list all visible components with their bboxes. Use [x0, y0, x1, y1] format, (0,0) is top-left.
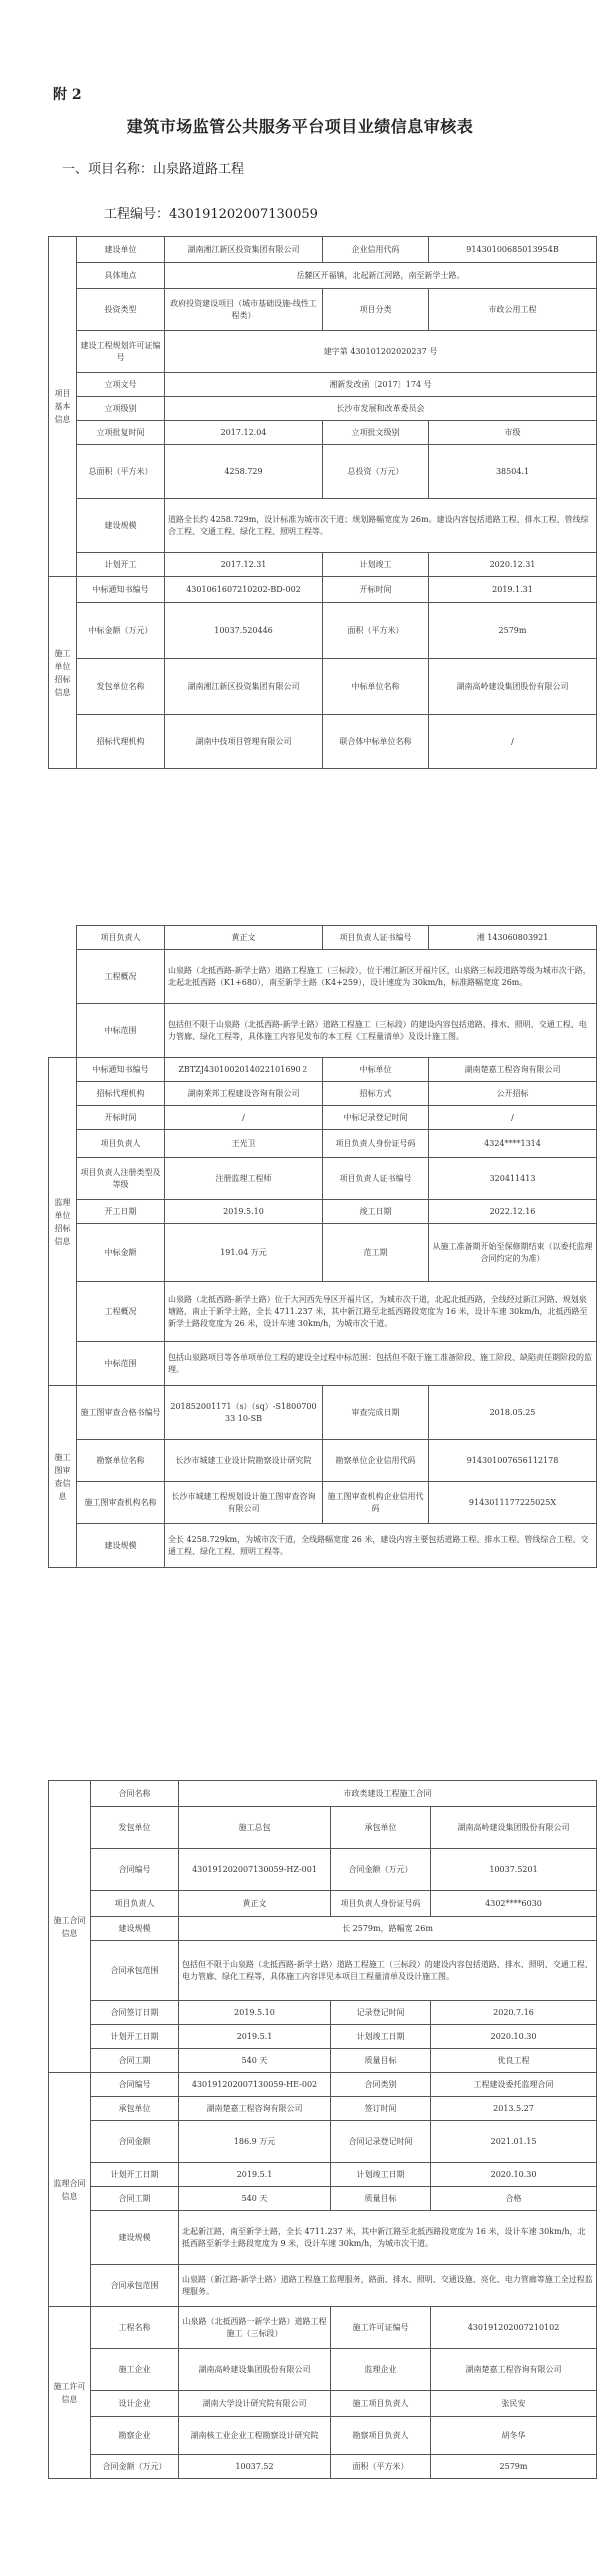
cell: 市政类建设工程施工合同: [179, 1781, 597, 1807]
basic-info-table: [48, 236, 597, 769]
cell: 2019.5.1: [179, 2025, 331, 2049]
project-code: 工程编号：430191202007130059: [104, 207, 318, 222]
cell: 计划竣工日期: [331, 2163, 431, 2187]
cell: 优良工程: [431, 2049, 597, 2073]
document-title: 建筑市场监管公共服务平台项目业绩信息审核表: [126, 117, 474, 136]
cell: 中标记录登记时间: [323, 1106, 429, 1130]
cell: 湖南楚嘉工程咨询有限公司: [179, 2097, 331, 2121]
cell: 合同金额: [91, 2121, 179, 2163]
cell: 发包单位: [91, 1807, 179, 1849]
cell: 勘察单位企业信用代码: [323, 1440, 429, 1482]
cell: 项目负责人证书编号: [323, 926, 429, 950]
cell: 计划开工日期: [91, 2025, 179, 2049]
cell: 项目负责人注册类型及等级: [77, 1158, 165, 1200]
section-supervision-bid: 监理单位招标信息: [49, 1058, 77, 1386]
cell: 430191202007130059-HE-002: [179, 2073, 331, 2097]
cell: 勘察企业: [91, 2417, 179, 2455]
cell: 4258.729: [165, 445, 323, 499]
cell: 湖南湘江新区投资集团有限公司: [165, 659, 323, 715]
cell: 4302****6030: [431, 1891, 597, 1917]
cell: 计划开工日期: [91, 2163, 179, 2187]
cell: 发包单位名称: [77, 659, 165, 715]
cell: 勘察项目负责人: [331, 2417, 431, 2455]
cell: 长 2579m，路幅宽 26m: [179, 1917, 597, 1941]
cell: 38504.1: [429, 445, 597, 499]
cell: /: [165, 1106, 323, 1130]
cell: 中标范围: [77, 1004, 165, 1058]
cell: 2017.12.31: [165, 553, 323, 577]
cell: 项目负责人: [77, 1130, 165, 1158]
cell: 建设规模: [91, 1917, 179, 1941]
cell: 王光卫: [165, 1130, 323, 1158]
cell: 施工图审查机构企业信用代码: [323, 1482, 429, 1524]
cell: 长沙市城建工业设计院勘察设计研究院: [165, 1440, 323, 1482]
cell: 湖南高岭建设集团股份有限公司: [179, 2349, 331, 2391]
cell: 记录登记时间: [331, 2001, 431, 2025]
cell: 设计企业: [91, 2391, 179, 2417]
cell: 工程概况: [77, 1282, 165, 1342]
cell: 立项级别: [77, 397, 165, 421]
cell: 监理企业: [331, 2349, 431, 2391]
cell: 包括山泉路项目等各单项单位工程的建设全过程中标范围：包括但不限于施工准备阶段、施工阶段、缺陷责任期阶段的监理。: [165, 1342, 597, 1386]
cell: 2022.12.16: [429, 1200, 597, 1224]
cell: 全长 4258.729km，为城市次干道，全线路幅宽度 26 米，建设内容主要包括道路工程、排水工程、管线综合工程、交通工程、绿化工程、照明工程等。: [165, 1524, 597, 1568]
cell: 湘新发改函〔2017〕174 号: [165, 373, 597, 397]
cell: 合同承包范围: [91, 1941, 179, 2001]
cell: 长沙市发展和改革委员会: [165, 397, 597, 421]
cell: 2579m: [429, 603, 597, 659]
cell: 施工总包: [179, 1807, 331, 1849]
cell: 项目负责人身份证号码: [331, 1891, 431, 1917]
section-construction-contract: 施工合同信息: [49, 1781, 91, 2073]
cell: 湖南楚嘉工程咨询有限公司: [431, 2349, 597, 2391]
section-drawing-review: 施工图审查信息: [49, 1386, 77, 1568]
cell: 建设工程规划许可证编号: [77, 331, 165, 373]
cell: 合格: [431, 2187, 597, 2211]
cell: 施工图审查合格书编号: [77, 1386, 165, 1440]
cell: 山泉路（新江路-新学士路）道路工程施工监理服务，路面、排水、照明、交通设施、亮化、电力管廊等施工全过程监理服务。: [179, 2265, 597, 2307]
cell: 湖南莱邦工程建设咨询有限公司: [165, 1082, 323, 1106]
cell: 范工期: [323, 1224, 429, 1282]
cell: 立项批复时间: [77, 421, 165, 445]
cell: 道路全长约 4258.729m，设计标准为城市次干道；规划路幅宽度为 26m。建设内容包括道路工程、排水工程、管线综合工程、交通工程、绿化工程、照明工程等。: [165, 499, 597, 553]
cell: 施工图审查机构名称: [77, 1482, 165, 1524]
cell: 招标代理机构: [77, 1082, 165, 1106]
cell: 2020.10.30: [431, 2163, 597, 2187]
cell: 2020.10.30: [431, 2025, 597, 2049]
cell: 岳麓区开福镇，北起新江河路，南至新学士路。: [165, 263, 597, 289]
cell: 2019.5.10: [165, 1200, 323, 1224]
cell: 2013.5.27: [431, 2097, 597, 2121]
cell: 面积（平方米）: [331, 2455, 431, 2479]
cell: 立项批文级别: [323, 421, 429, 445]
supervision-drawing-table: [48, 925, 597, 1568]
cell: 注册监理工程师: [165, 1158, 323, 1200]
cell: 山泉路（北抵西路-新学士路）道路工程施工（三标段），位于湘江新区开福片区，山泉路三标段道路等级为城市次干路，北起北抵西路（K1+680），南至新学士路（K4+259），设计速度为 30km/h，标准路幅宽度 26m。: [165, 950, 597, 1004]
cell: 施工许可证编号: [331, 2307, 431, 2349]
cell: 签订时间: [331, 2097, 431, 2121]
cell: 开标时间: [323, 577, 429, 603]
cell: 320411413: [429, 1158, 597, 1200]
cell: 工程名称: [91, 2307, 179, 2349]
cell: 勘察单位名称: [77, 1440, 165, 1482]
cell: 合同金额（万元）: [331, 1849, 431, 1891]
cell: 2017.12.04: [165, 421, 323, 445]
cell: 总投资（万元）: [323, 445, 429, 499]
section-supervision-contract: 监理合同信息: [49, 2073, 91, 2307]
cell: ZBTZJ4301002014022101690２: [165, 1058, 323, 1082]
cell: 2019.5.1: [179, 2163, 331, 2187]
cell: 中标通知书编号: [77, 577, 165, 603]
cell: 项目负责人: [91, 1891, 179, 1917]
cell: 项目负责人证书编号: [323, 1158, 429, 1200]
cell: 2019.1.31: [429, 577, 597, 603]
cell: 合同记录登记时间: [331, 2121, 431, 2163]
cell: 项目负责人: [77, 926, 165, 950]
section-construction-permit: 施工许可信息: [49, 2307, 91, 2479]
cell: 投资类型: [77, 289, 165, 331]
cell: 开标时间: [77, 1106, 165, 1130]
cell: 中标范围: [77, 1342, 165, 1386]
cell: 合同承包范围: [91, 2265, 179, 2307]
cell: 10037.52: [179, 2455, 331, 2479]
cell: 合同签订日期: [91, 2001, 179, 2025]
cell: 从施工准备期开始至保修期结束（以委托监理合同约定的为准）: [429, 1224, 597, 1282]
cell: 合同类别: [331, 2073, 431, 2097]
cell: 立项文号: [77, 373, 165, 397]
cell: 总面积（平方米）: [77, 445, 165, 499]
cell: 湘 143060803921: [429, 926, 597, 950]
cell: 市政公用工程: [429, 289, 597, 331]
cell: 项目负责人身份证号码: [323, 1130, 429, 1158]
cell: 914301007656112178: [429, 1440, 597, 1482]
cell: 黄正文: [179, 1891, 331, 1917]
cell: 9143011177225025X: [429, 1482, 597, 1524]
cell: 承包单位: [331, 1807, 431, 1849]
cell: 湖南高岭建设集团股份有限公司: [431, 1807, 597, 1849]
cell: 2019.5.10: [179, 2001, 331, 2025]
cell: 中标单位: [323, 1058, 429, 1082]
cell: 4324****1314: [429, 1130, 597, 1158]
cell: 建设规模: [77, 1524, 165, 1568]
cell: 胡冬华: [431, 2417, 597, 2455]
cell: 面积（平方米）: [323, 603, 429, 659]
cell: 2018.05.25: [429, 1386, 597, 1440]
cell: 市级: [429, 421, 597, 445]
cell: 施工企业: [91, 2349, 179, 2391]
cell: 91430100685013954B: [429, 237, 597, 263]
contract-permit-table: [48, 1780, 597, 2479]
cell: 186.9 万元: [179, 2121, 331, 2163]
cell: [49, 926, 77, 950]
cell: 质量目标: [331, 2049, 431, 2073]
cell: 中标通知书编号: [77, 1058, 165, 1082]
cell: 山泉路（北抵西路-新学士路）位于大河西先导区开福片区，为城市次干道，北起北抵西路，全线经过新江河路、规划泉塘路，南止于新学士路，全长 4711.237 米，其中新江路至北抵西路段宽度为 16 米，设计车速 30km/h，北抵西路至新学士路段宽度为 26 米，设计车速 30km/h，为城市次干道。: [165, 1282, 597, 1342]
cell: 中标金额（万元）: [77, 603, 165, 659]
cell: 竣工日期: [323, 1200, 429, 1224]
cell: [49, 1004, 77, 1058]
cell: 公开招标: [429, 1082, 597, 1106]
cell: 430191202007210102: [431, 2307, 597, 2349]
cell: 191.04 万元: [165, 1224, 323, 1282]
cell: 建字第 430101202020237 号: [165, 331, 597, 373]
cell: 长沙市城建工程规划设计施工图审查咨询有限公司: [165, 1482, 323, 1524]
cell: 合同金额（万元）: [91, 2455, 179, 2479]
cell: 包括但不限于山泉路（北抵西路-新学士路）道路工程施工（三标段）的建设内容包括道路、排水、照明、交通工程、电力管廊、绿化工程等，具体施工内容详见本项目工程量清单及设计施工图。: [179, 1941, 597, 2001]
cell: 建设单位: [77, 237, 165, 263]
cell: 建设规模: [91, 2211, 179, 2265]
cell: 张民安: [431, 2391, 597, 2417]
cell: 包括但不限于山泉路（北抵西路-新学士路）道路工程施工（三标段）的建设内容包括道路、排水、照明、交通工程、电力管廊、绿化工程等，具体施工内容见发布的本工程《工程量清单》及设计施工图。: [165, 1004, 597, 1058]
cell: 湖南核工业企业工程勘察设计研究院: [179, 2417, 331, 2455]
cell: 湖南大学设计研究院有限公司: [179, 2391, 331, 2417]
cell: 项目分类: [323, 289, 429, 331]
cell: 中标单位名称: [323, 659, 429, 715]
cell: 山泉路（北抵西路一新学士路）道路工程施工（三标段）: [179, 2307, 331, 2349]
cell: 201852001171（s）（sq）-S180070033 10-SB: [165, 1386, 323, 1440]
cell: 湖南中技项目管理有限公司: [165, 715, 323, 769]
cell: 湖南楚嘉工程咨询有限公司: [429, 1058, 597, 1082]
cell: /: [429, 715, 597, 769]
cell: 北起新江路，南至新学士路，全长 4711.237 米，其中新江路至北抵西路段宽度为 16 米，设计车速 30km/h，北抵西路至新学士路段宽度为 9 米，设计车速 30km/h，为城市次干道。: [179, 2211, 597, 2265]
cell: 计划竣工: [323, 553, 429, 577]
cell: 10037.520446: [165, 603, 323, 659]
cell: 招标代理机构: [77, 715, 165, 769]
section-basic-info: 项目基本信息: [49, 237, 77, 577]
cell: 湖南湘江新区投资集团有限公司: [165, 237, 323, 263]
cell: 工程概况: [77, 950, 165, 1004]
cell: 2579m: [431, 2455, 597, 2479]
cell: 工程建设委托监理合同: [431, 2073, 597, 2097]
cell: 540 天: [179, 2187, 331, 2211]
cell: 招标方式: [323, 1082, 429, 1106]
cell: 10037.5201: [431, 1849, 597, 1891]
cell: 计划开工: [77, 553, 165, 577]
cell: 具体地点: [77, 263, 165, 289]
cell: 合同编号: [91, 2073, 179, 2097]
cell: 湖南高岭建设集团股份有限公司: [429, 659, 597, 715]
cell: 2021.01.15: [431, 2121, 597, 2163]
cell: 施工项目负责人: [331, 2391, 431, 2417]
cell: 建设规模: [77, 499, 165, 553]
cell: 2020.7.16: [431, 2001, 597, 2025]
cell: [49, 950, 77, 1004]
cell: 540 天: [179, 2049, 331, 2073]
cell: 质量目标: [331, 2187, 431, 2211]
cell: 计划竣工日期: [331, 2025, 431, 2049]
cell: 黄正文: [165, 926, 323, 950]
cell: 合同名称: [91, 1781, 179, 1807]
cell: 政府投资建设项目（城市基础设施-线性工程类）: [165, 289, 323, 331]
cell: 审查完成日期: [323, 1386, 429, 1440]
cell: /: [429, 1106, 597, 1130]
attachment-label: 附 2: [53, 87, 82, 103]
cell: 合同工期: [91, 2187, 179, 2211]
cell: 中标金额: [77, 1224, 165, 1282]
cell: 开工日期: [77, 1200, 165, 1224]
project-name: 一、项目名称：山泉路道路工程: [62, 162, 245, 177]
cell: 承包单位: [91, 2097, 179, 2121]
cell: 4301061607210202-BD-002: [165, 577, 323, 603]
cell: 430191202007130059-HZ-001: [179, 1849, 331, 1891]
cell: 联合体中标单位名称: [323, 715, 429, 769]
cell: 合同编号: [91, 1849, 179, 1891]
section-bid-info: 施工单位招标信息: [49, 577, 77, 769]
cell: 企业信用代码: [323, 237, 429, 263]
cell: 2020.12.31: [429, 553, 597, 577]
cell: 合同工期: [91, 2049, 179, 2073]
